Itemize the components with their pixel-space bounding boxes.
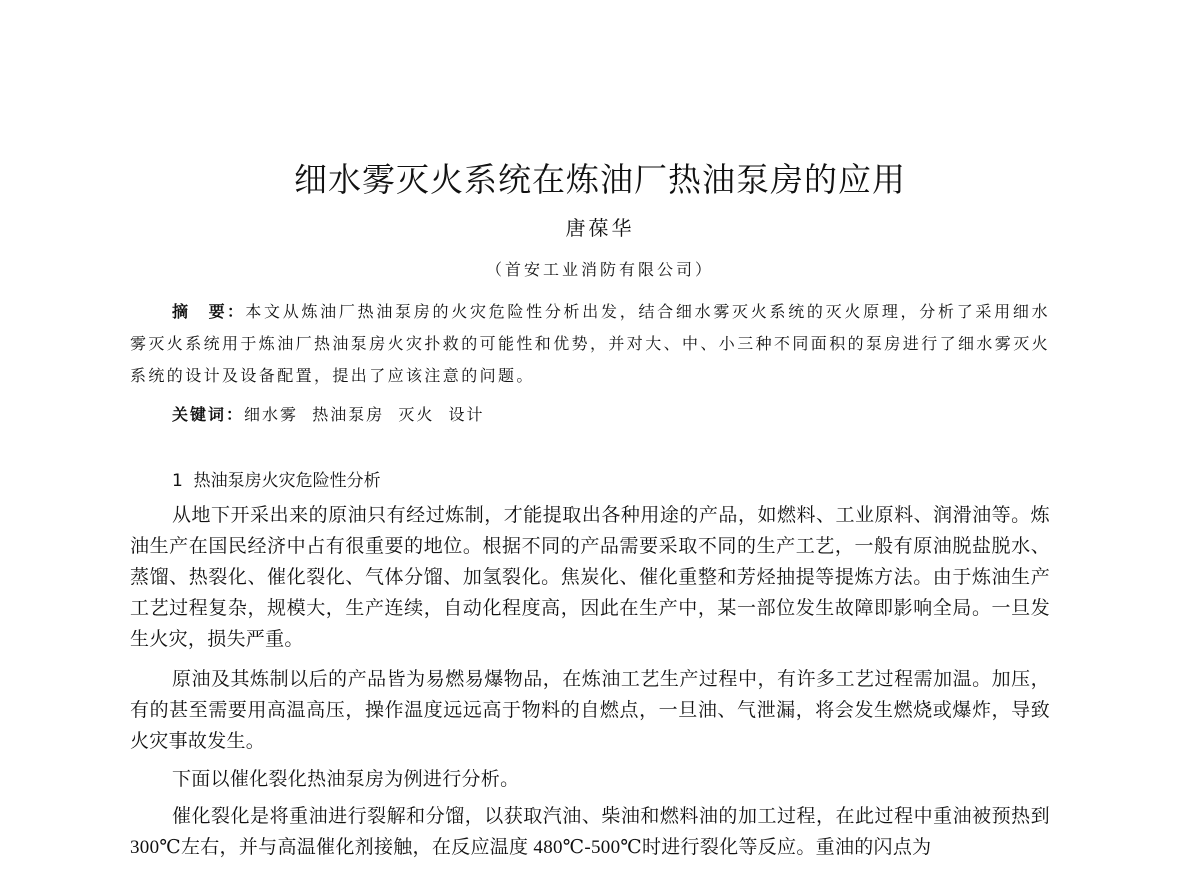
- body-paragraph: 从地下开采出来的原油只有经过炼制，才能提取出各种用途的产品，如燃料、工业原料、润滑油等。炼油生产在国民经济中占有很重要的地位。根据不同的产品需要采取不同的生产工艺，一般有原油脱盐脱水、蒸馏、热裂化、催化裂化、气体分馏、加氢裂化。焦炭化、催化重整和芳烃抽提等提炼方法。由于炼油生产工艺过程复杂，规模大，生产连续，自动化程度高，因此在生产中，某一部位发生故障即影响全局。一旦发生火灾，损失严重。: [130, 505, 1050, 650]
- author-affiliation: （首安工业消防有限公司）: [485, 260, 714, 279]
- body-paragraph: 催化裂化是将重油进行裂解和分馏，以获取汽油、柴油和燃料油的加工过程，在此过程中重油被预热到 300℃左右，并与高温催化剂接触，在反应温度 480℃-500℃时进行裂化等反应。重油的闪点为: [130, 806, 1050, 858]
- keywords: [172, 400, 1052, 430]
- abstract-text: 本文从炼油厂热油泵房的火灾危险性分析出发，结合细水雾灭火系统的灭火原理，分析了采用细水雾灭火系统用于炼油厂热油泵房火灾扑救的可能性和优势，并对大、中、小三种不同面积的泵房进行了细水雾灭火系统的设计及设备配置，提出了应该注意的问题。: [130, 302, 1051, 385]
- author-name: 唐葆华: [565, 216, 635, 240]
- body-paragraph: 原油及其炼制以后的产品皆为易燃易爆物品，在炼油工艺生产过程中，有许多工艺过程需加温。加压，有的甚至需要用高温高压，操作温度远远高于物料的自燃点，一旦油、气泄漏，将会发生燃烧或爆炸，导致火灾事故发生。: [130, 669, 1050, 752]
- keywords-text: 细水雾 热油泵房 灭火 设计: [244, 405, 485, 424]
- paper-title: 细水雾灭火系统在炼油厂热油泵房的应用: [294, 160, 906, 199]
- abstract-label: 摘 要：: [172, 302, 246, 321]
- section-heading: 1 热油泵房火灾危险性分析: [172, 471, 381, 491]
- body-paragraph: 下面以催化裂化热油泵房为例进行分析。: [172, 769, 520, 790]
- keywords-label: 关键词：: [172, 405, 245, 424]
- abstract: [130, 296, 1050, 392]
